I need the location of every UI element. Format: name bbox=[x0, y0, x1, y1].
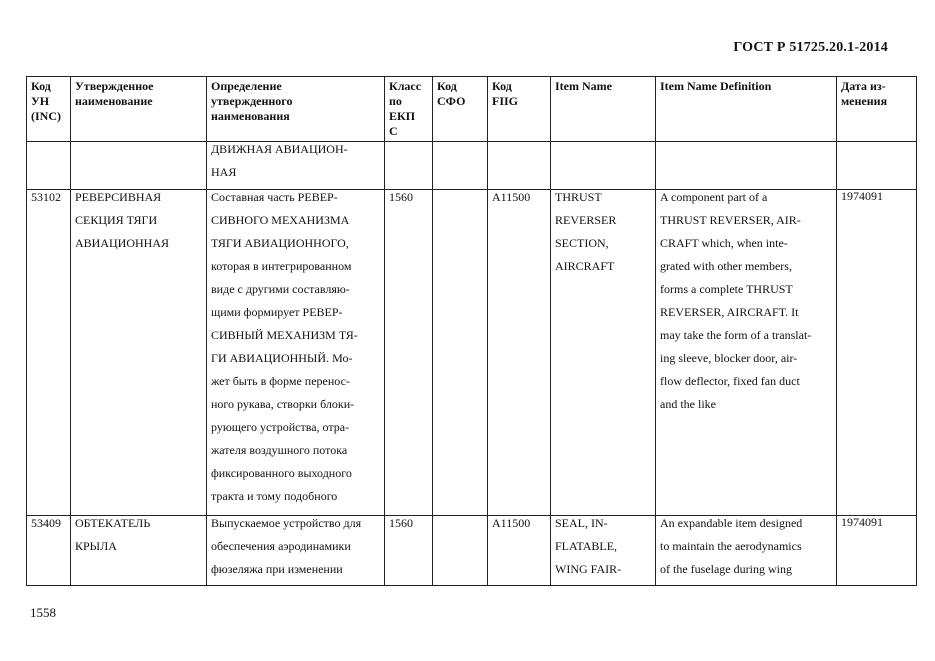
header-text: наименование bbox=[75, 94, 153, 108]
header-text: Item Name Definition bbox=[660, 79, 772, 93]
cell-code bbox=[27, 516, 71, 586]
cell-sfo bbox=[433, 516, 488, 586]
cell-line: ОБТЕКАТЕЛЬ bbox=[75, 516, 151, 530]
cell-line: REVERSER, AIRCRAFT. It bbox=[660, 305, 799, 319]
cell-line: ДВИЖНАЯ АВИАЦИОН- bbox=[211, 142, 348, 156]
cell-line: виде с другими составляю- bbox=[211, 282, 350, 296]
col-item-name-header bbox=[551, 77, 656, 142]
col-sfo-header bbox=[433, 77, 488, 142]
cell-value: 53409 bbox=[31, 516, 61, 530]
col-definition-header bbox=[207, 77, 385, 142]
table-row bbox=[27, 142, 917, 190]
cell-fiig bbox=[488, 142, 551, 190]
cell-line: обеспечения аэродинамики bbox=[211, 539, 351, 553]
cell-line: THRUST REVERSER, AIR- bbox=[660, 213, 801, 227]
document-code: ГОСТ Р 51725.20.1-2014 bbox=[733, 40, 888, 55]
cell-line: ТЯГИ АВИАЦИОННОГО, bbox=[211, 236, 349, 250]
cell-line: AIRCRAFT bbox=[555, 259, 615, 273]
cell-line: REVERSER bbox=[555, 213, 617, 227]
cell-line: жет быть в форме перенос- bbox=[211, 374, 350, 388]
cell-line: тракта и тому подобного bbox=[211, 489, 338, 503]
cell-line: grated with other members, bbox=[660, 259, 792, 273]
header-text: (INC) bbox=[31, 109, 61, 123]
cell-item-name bbox=[551, 190, 656, 516]
cell-line: forms a complete THRUST bbox=[660, 282, 793, 296]
header-text: FIIG bbox=[492, 94, 519, 108]
col-code-inc-header bbox=[27, 77, 71, 142]
page-number: 1558 bbox=[30, 605, 56, 620]
header-text: Определение bbox=[211, 79, 282, 93]
cell-line: Составная часть РЕВЕР- bbox=[211, 190, 338, 204]
cell-date bbox=[837, 516, 917, 586]
header-text: Утвержденное bbox=[75, 79, 154, 93]
cell-line: Выпускаемое устройство для bbox=[211, 516, 362, 530]
header-text: Item Name bbox=[555, 79, 612, 93]
cell-line: SEAL, IN- bbox=[555, 516, 608, 530]
cell-line: may take the form of a translat- bbox=[660, 328, 812, 342]
cell-line: SECTION, bbox=[555, 236, 609, 250]
cell-name bbox=[71, 516, 207, 586]
cell-code bbox=[27, 142, 71, 190]
cell-line: СИВНОГО МЕХАНИЗМА bbox=[211, 213, 350, 227]
catalog-table bbox=[26, 76, 917, 586]
table-row bbox=[27, 516, 917, 586]
cell-sfo bbox=[433, 142, 488, 190]
cell-value: A11500 bbox=[492, 516, 531, 530]
header-text: утвержденного bbox=[211, 94, 293, 108]
cell-line: to maintain the aerodynamics bbox=[660, 539, 802, 553]
cell-line: АВИАЦИОННАЯ bbox=[75, 236, 170, 250]
cell-class bbox=[385, 190, 433, 516]
header-text: Класс bbox=[389, 79, 422, 93]
header-text: Код bbox=[492, 79, 512, 93]
cell-item-name bbox=[551, 516, 656, 586]
cell-line: ГИ АВИАЦИОННЫЙ. Мо- bbox=[211, 351, 353, 365]
cell-line: СИВНЫЙ МЕХАНИЗМ ТЯ- bbox=[211, 328, 358, 342]
cell-item-def bbox=[656, 142, 837, 190]
header-text: Код bbox=[31, 79, 51, 93]
cell-line: flow deflector, fixed fan duct bbox=[660, 374, 800, 388]
cell-value: 1974091 bbox=[841, 515, 883, 529]
cell-item-def bbox=[656, 190, 837, 516]
cell-value: 1974091 bbox=[841, 189, 883, 203]
cell-line: CRAFT which, when inte- bbox=[660, 236, 788, 250]
cell-class bbox=[385, 142, 433, 190]
cell-line: FLATABLE, bbox=[555, 539, 618, 553]
cell-line: которая в интегрированном bbox=[211, 259, 352, 273]
cell-line: THRUST bbox=[555, 190, 602, 204]
cell-date bbox=[837, 142, 917, 190]
cell-item-name bbox=[551, 142, 656, 190]
cell-value: 1560 bbox=[389, 516, 413, 530]
cell-class bbox=[385, 516, 433, 586]
header-text: СФО bbox=[437, 94, 466, 108]
cell-line: рующего устройства, отра- bbox=[211, 420, 350, 434]
cell-code bbox=[27, 190, 71, 516]
header-text: по bbox=[389, 94, 402, 108]
header-text: ЕКП bbox=[389, 109, 416, 123]
header-text: менения bbox=[841, 94, 888, 108]
cell-line: WING FAIR- bbox=[555, 562, 622, 576]
cell-line: КРЫЛА bbox=[75, 539, 117, 553]
cell-definition bbox=[207, 142, 385, 190]
cell-line: A component part of a bbox=[660, 190, 768, 204]
cell-item-def bbox=[656, 516, 837, 586]
cell-line: жателя воздушного потока bbox=[211, 443, 348, 457]
cell-line: An expandable item designed bbox=[660, 516, 803, 530]
cell-fiig bbox=[488, 190, 551, 516]
col-approved-name-header bbox=[71, 77, 207, 142]
cell-name bbox=[71, 190, 207, 516]
cell-date bbox=[837, 190, 917, 516]
cell-value: 1560 bbox=[389, 190, 413, 204]
col-fiig-header bbox=[488, 77, 551, 142]
cell-line: СЕКЦИЯ ТЯГИ bbox=[75, 213, 158, 227]
col-item-def-header bbox=[656, 77, 837, 142]
cell-line: фюзеляжа при изменении bbox=[211, 562, 343, 576]
cell-line: НАЯ bbox=[211, 165, 237, 179]
cell-name bbox=[71, 142, 207, 190]
header-row bbox=[27, 77, 917, 142]
cell-line: and the like bbox=[660, 397, 716, 411]
cell-line: щими формирует РЕВЕР- bbox=[211, 305, 343, 319]
cell-sfo bbox=[433, 190, 488, 516]
header-text: Код bbox=[437, 79, 457, 93]
col-class-header bbox=[385, 77, 433, 142]
header-text: УН bbox=[31, 94, 50, 108]
cell-line: РЕВЕРСИВНАЯ bbox=[75, 190, 162, 204]
cell-definition bbox=[207, 190, 385, 516]
header-text: С bbox=[389, 124, 398, 138]
table-row bbox=[27, 190, 917, 516]
header-text: Дата из- bbox=[841, 79, 886, 93]
header-text: наименования bbox=[211, 109, 290, 123]
col-change-date-header bbox=[837, 77, 917, 142]
cell-value: 53102 bbox=[31, 190, 61, 204]
cell-value: A11500 bbox=[492, 190, 531, 204]
cell-definition bbox=[207, 516, 385, 586]
cell-line: ного рукава, створки блоки- bbox=[211, 397, 355, 411]
cell-fiig bbox=[488, 516, 551, 586]
cell-line: фиксированного выходного bbox=[211, 466, 352, 480]
cell-line: of the fuselage during wing bbox=[660, 562, 792, 576]
cell-line: ing sleeve, blocker door, air- bbox=[660, 351, 798, 365]
